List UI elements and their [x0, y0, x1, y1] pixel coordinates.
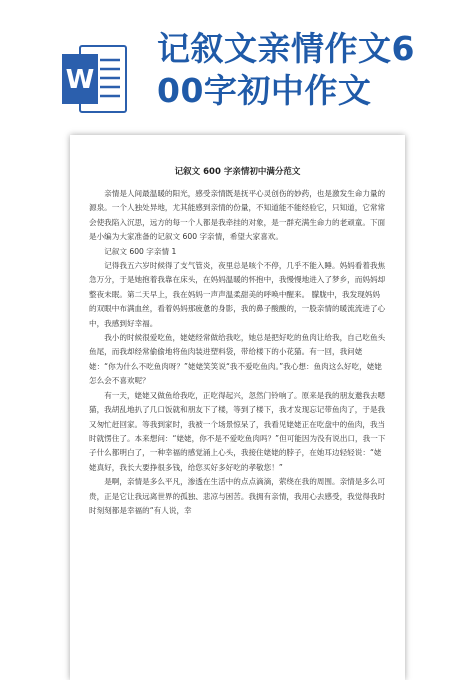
document-page: [70, 135, 405, 680]
paragraph: 我小的时候很爱吃鱼，姥姥经常做给我吃，她总是把好吃的鱼肉让给我，自己吃鱼头鱼尾，而我却经常偷偷地将鱼肉装进塑料袋，带给楼下的小花猫。有一回，我问姥姥：“你为什么不吃鱼肉呀？”姥姥笑笑说“我不爱吃鱼肉。”我心想：鱼肉这么好吃，姥姥怎么会不喜欢呢？: [89, 333, 386, 386]
section-heading: 记叙文 600 字亲情 1: [104, 246, 177, 256]
paragraph: 记得我五六岁时候得了支气管炎，夜里总是咳个不停，几乎不能入睡。妈妈看着我焦急万分，于是她抱着我靠在床头，在妈妈温暖的怀抱中，我慢慢地进入了梦乡，而妈妈却整夜未眠。第二天早上，我在妈妈一声声温柔甜美的呼唤中醒来。 朦胧中，我发现妈妈的双眼中布满血丝，看着妈妈那疲惫的身影，我的鼻子酸酸的，一股亲情的暖流流进了心中，我感到好幸福。: [89, 261, 386, 328]
paragraph-intro: 亲情是人间最温暖的阳光，感受亲情既是抚平心灵创伤的妙药，也是激发生命力量的源泉。一个人独处异地，尤其能感到亲情的份量，不知道能不能经验它，只知道，它常常会使我陷入沉思，远方的每一个人都是我牵挂的对象，是一群充满生命力的老顽童。下面是小编为大家准备的记叙文 600 字亲情，希望大家喜欢。: [89, 189, 386, 242]
word-document-icon: [60, 40, 130, 118]
document-title: 记叙文 600 字亲情初中满分范文: [174, 167, 301, 177]
title-line-1: 记叙文亲情作文6: [157, 29, 415, 68]
page-title: [157, 28, 467, 112]
paragraph: 是啊，亲情是多么平凡，渗透在生活中的点点滴滴，萦绕在我的周围。亲情是多么可贵，正是它让我远离世界的孤独、悲凉与困苦。我拥有亲情，我用心去感受，我觉得我时时刻刻都是幸福的“有人说，幸: [89, 477, 386, 515]
document-body: [89, 187, 387, 518]
header-banner: [0, 0, 474, 135]
paragraph: 有一天，姥姥又做鱼给我吃，正吃得起兴，忽然门铃响了。原来是我的朋友邀我去嗯猫，我胡乱地扒了几口饭就和朋友下了楼，等到了楼下，我才发现忘记带鱼肉了，于是我又匆忙赶回家。等我到家时，我被一个场景惊呆了，我看见姥姥正在吃盘中的鱼肉，我当时就愣住了。本来想问：“姥姥，你不是不爱吃鱼肉吗？”但可能因为没有说出口，我一下子什么都明白了，一种幸福的感觉涌上心头，我接住姥姥的脖子，在她耳边轻轻说：“姥姥真好，我长大要挣很多钱，给您买好多好吃的孝敬您！”: [89, 390, 386, 472]
word-icon-letter: W: [65, 65, 95, 95]
title-line-2: 00字初中作文: [157, 71, 372, 110]
